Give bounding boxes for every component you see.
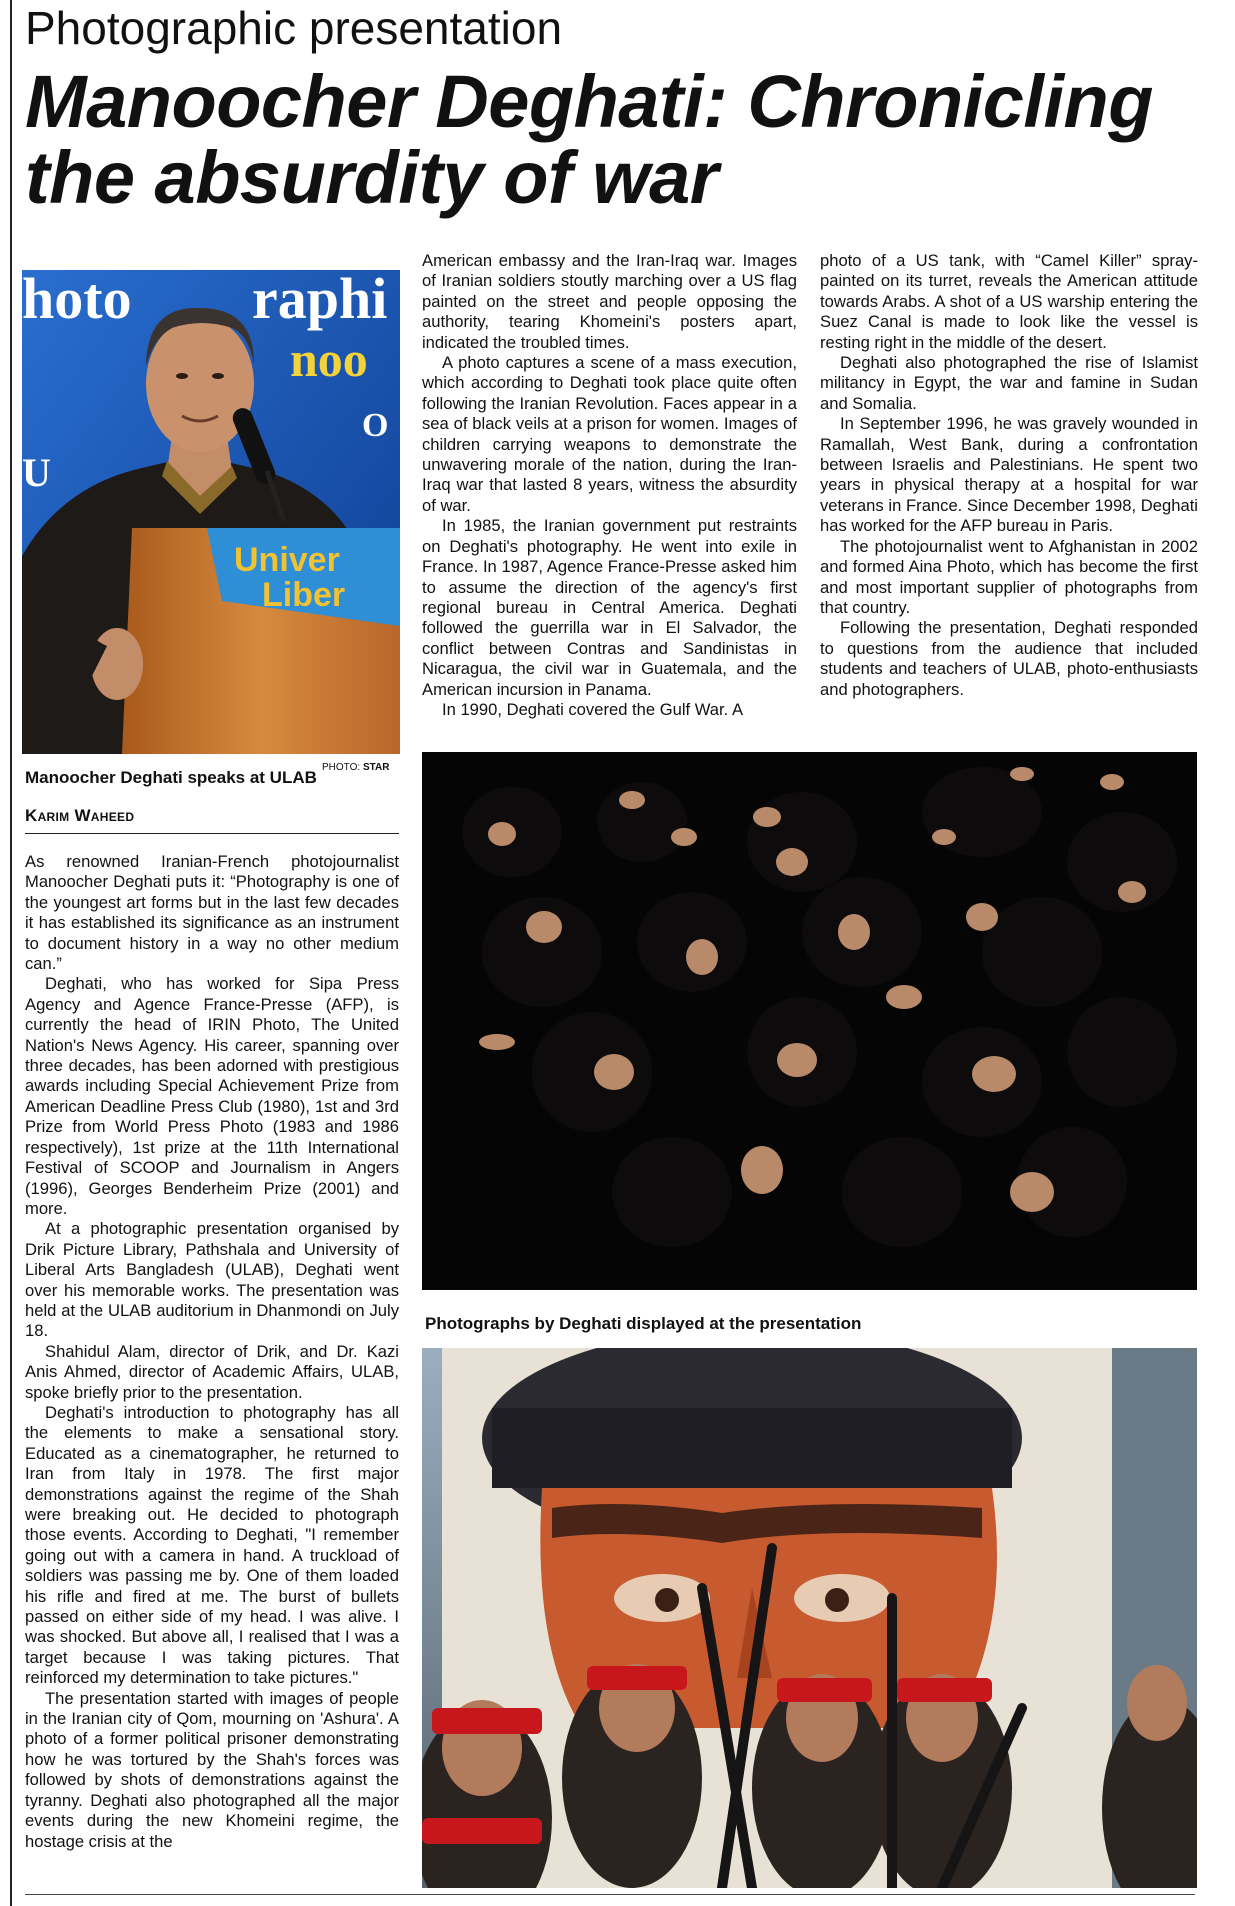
paragraph: Following the presentation, Deghati responded to questions from the audience that included students and teachers of ULAB, photo-enthusiasts and photographers. (820, 618, 1198, 699)
photos-caption: Photographs by Deghati displayed at the presentation (425, 1314, 862, 1333)
paragraph: At a photographic presentation organised by Drik Picture Library, Pathshala and University of Liberal Arts Bangladesh (ULAB), Deghati went over his memorable works. The presentation was held at the ULAB auditorium in Dhanmondi on July 18. (25, 1219, 399, 1341)
paragraph: The presentation started with images of people in the Iranian city of Qom, mourning on 'Ashura'. A photo of a former political prisoner demonstrating how he was tortured by the Shah's forces was followed by shots of demonstrations against the tyranny. Deghati also photographed all the major events during the new Khomeini regime, the hostage crisis at the (25, 1688, 399, 1851)
paragraph: In 1990, Deghati covered the Gulf War. A (442, 699, 744, 719)
credit-prefix: PHOTO: (322, 762, 363, 773)
paragraph: photo of a US tank, with “Camel Killer” spray-painted on its turret, reveals the American attitude towards Arabs. A shot of a US warship entering the Suez Canal is made to look like the vessel is resting right in the middle of the desert. (820, 251, 1198, 352)
left-border-rule (10, 0, 12, 1906)
veiled-women-photo (422, 752, 1197, 1290)
paragraph: Shahidul Alam, director of Drik, and Dr. Kazi Anis Ahmed, director of Academic Affairs, ULAB, spoke briefly prior to the presentation. (25, 1341, 399, 1402)
article-column-right (820, 251, 1198, 700)
paragraph: Deghati also photographed the rise of Islamist militancy in Egypt, the war and famine in Sudan and Somalia. (820, 353, 1198, 413)
paragraph: Deghati's introduction to photography has all the elements to make a sensational story. Educated as a cinematographer, he returned to Iran from Italy in 1978. The first major demonstrations against the regime of the Shah were breaking out. He decided to photograph those events. According to Deghati, "I remember going out with a camera in hand. A truckload of soldiers was passing me by. One of them loaded his rifle and fired at me. The burst of bullets passed on either side of my head. I was alive. I was shocked. But above all, I realised that I was a target because I was taking pictures. That reinforced my determination to take pictures." (25, 1402, 399, 1688)
byline: Karim Waheed (25, 806, 135, 825)
banner-text-1: hoto (22, 266, 132, 331)
headline: Manoocher Deghati: Chronicling the absurdity of war (25, 60, 1153, 219)
paragraph: As renowned Iranian-French photojournalist Manoocher Deghati puts it: “Photography is one of the youngest art forms but in the last few decades it has established its significance as an instrument to document history in a way no other medium can.” (25, 852, 399, 974)
child-soldiers-photo (422, 1348, 1197, 1888)
byline-rule (25, 833, 399, 834)
speaker-photo-caption: Manoocher Deghati speaks at ULAB (25, 768, 317, 787)
paragraph: A photo captures a scene of a mass execution, which according to Deghati took place quite often following the Iranian Revolution. Faces appear in a sea of black veils at a prison for women. Images of children carrying weapons to demonstrate the unwavering morale of the nation, during the Iran-Iraq war that lasted 8 years, witness the absurdity of war. (422, 353, 797, 515)
bottom-rule (25, 1894, 1195, 1895)
podium-text-2: Liber (262, 576, 346, 614)
banner-text-3: noo (290, 331, 368, 387)
article-column-left (25, 852, 399, 1852)
credit-name: STAR (362, 762, 390, 773)
speaker-photo (22, 256, 400, 754)
paragraph: The photojournalist went to Afghanistan in 2002 and formed Aina Photo, which has become the first and most important supplier of photographs from that country. (820, 536, 1198, 617)
paragraph: Deghati, who has worked for Sipa Press Agency and Agence France-Presse (AFP), is currently the head of IRIN Photo, The United Nation's News Agency. His career, spanning over three decades, has been adorned with prestigious awards including Special Achievement Prize from American Deadline Press Club (1980), 1st and 3rd Prize from World Press Photo (1983 and 1986 respectively), 1st prize at the 11th International Festival of SCOOP and Journalism in Angers (1996), Georges Benderheim Prize (2001) and more. (25, 974, 399, 1218)
banner-text-4: O (362, 407, 389, 444)
paragraph: In 1985, the Iranian government put restraints on Deghati's photography. He went into exile in France. In 1987, Agence France-Presse asked him to assume the direction of the agency's first regional bureau in Central America. Deghati followed the guerrilla war in El Salvador, the conflict between Contras and Sandinistas in Nicaragua, the civil war in Guatemala, and the American incursion in Panama. (422, 516, 797, 699)
banner-text-5: U (22, 450, 51, 495)
podium-text-1: Univer (234, 541, 340, 579)
paragraph: In September 1996, he was gravely wounded in Ramallah, West Bank, during a confrontation between Israelis and Palestinians. He spent two years in physical therapy at a hospital for war veterans in France. Since December 1998, Deghati has worked for the AFP bureau in Paris. (820, 414, 1198, 536)
speaker-photo-credit (322, 762, 389, 774)
paragraph: American embassy and the Iran-Iraq war. Images of Iranian soldiers stoutly marching over a US flag painted on the street and people opposing the authority, tearing Khomeini's posters apart, indicated the troubled times. (422, 251, 797, 352)
article-column-middle (422, 251, 797, 720)
section-kicker: Photographic presentation (25, 2, 563, 54)
banner-text-2: raphi (252, 266, 388, 331)
